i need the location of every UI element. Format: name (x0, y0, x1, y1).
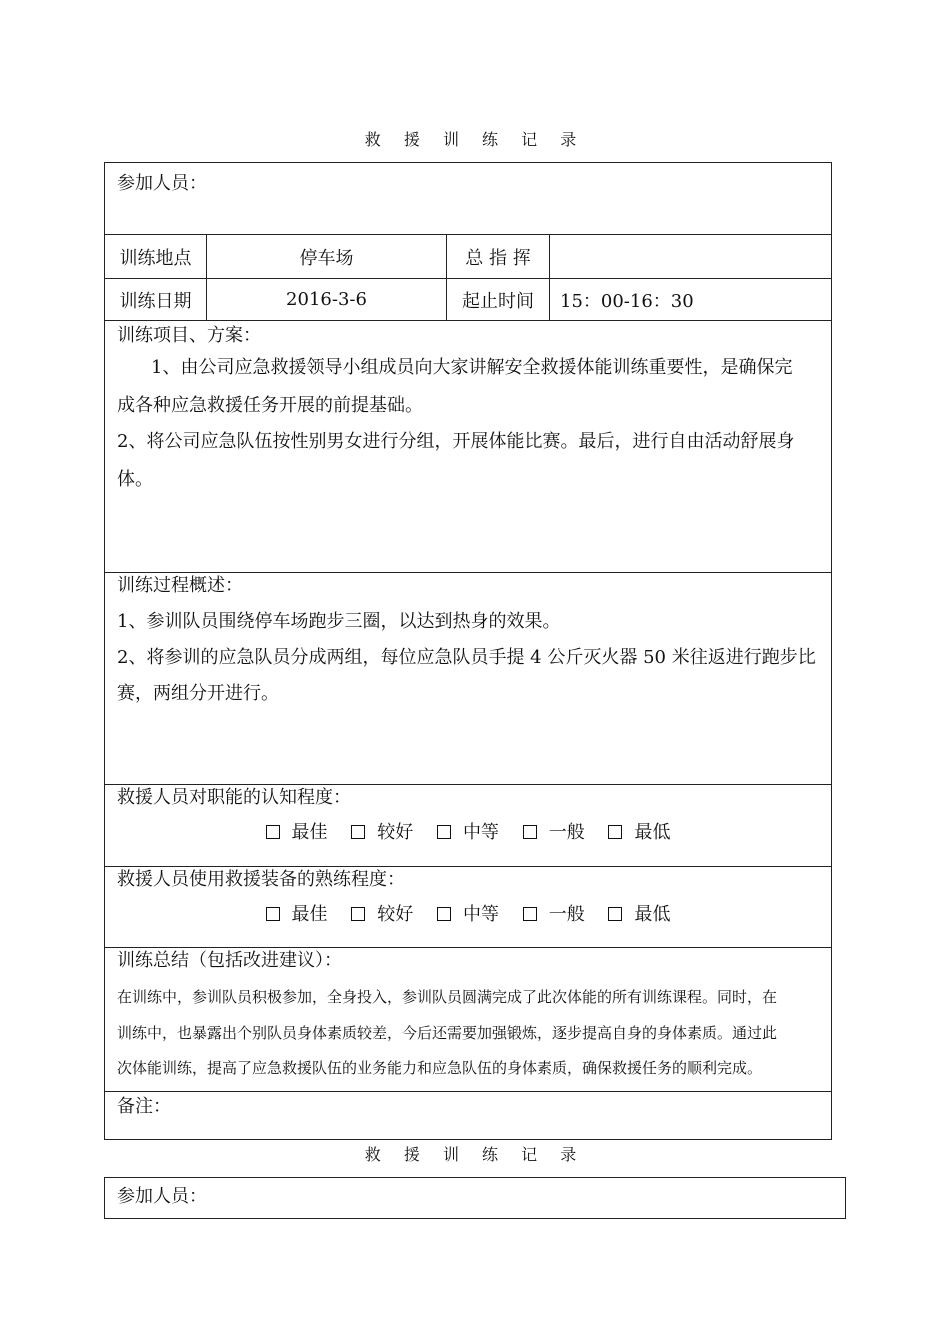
training-record-form (104, 162, 832, 1140)
checkbox-icon[interactable] (523, 825, 537, 839)
process-item-2-line-2: 赛，两组分开进行。 (117, 683, 279, 704)
proficiency-option[interactable]: 中等 (437, 900, 499, 926)
plan-item-1-line-2: 成各种应急救援任务开展的前提基础。 (117, 395, 423, 416)
remarks-label: 备注： (117, 1096, 171, 1117)
summary-line-2: 训练中，也暴露出个别队员身体素质较差，今后还需要加强锻炼，逐步提高自身的身体素质。通过此 (117, 1024, 778, 1042)
second-document-title: 救 援 训 练 记 录 (364, 1145, 586, 1164)
participants-label: 参加人员： (117, 173, 207, 194)
checkbox-icon[interactable] (351, 825, 365, 839)
remarks-section (105, 1092, 831, 1139)
cognition-option[interactable]: 一般 (523, 818, 585, 844)
process-item-2-line-1: 2、将参训的应急队员分成两组，每位应急队员手提 4 公斤灭火器 50 米往返进行跑步比 (117, 647, 816, 668)
date-label: 训练日期 (105, 279, 207, 320)
cognition-options (105, 818, 831, 844)
location-row (105, 235, 831, 279)
plan-heading: 训练项目、方案： (117, 325, 261, 346)
checkbox-icon[interactable] (523, 907, 537, 921)
proficiency-option[interactable]: 最低 (608, 900, 670, 926)
date-value: 2016-3-6 (207, 279, 447, 320)
summary-line-1: 在训练中，参训队员积极参加，全身投入，参训队员圆满完成了此次体能的所有训练课程。同时，在 (117, 988, 778, 1006)
proficiency-options (105, 900, 831, 926)
cognition-option[interactable]: 较好 (351, 818, 413, 844)
location-label: 训练地点 (105, 235, 207, 278)
second-participants-label: 参加人员： (117, 1186, 207, 1207)
plan-item-2-line-2: 体。 (117, 469, 153, 490)
checkbox-icon[interactable] (437, 907, 451, 921)
second-record-form (104, 1177, 846, 1219)
process-section (105, 573, 831, 785)
proficiency-option[interactable]: 最佳 (266, 900, 328, 926)
proficiency-option[interactable]: 一般 (523, 900, 585, 926)
time-label: 起止时间 (447, 279, 550, 320)
proficiency-heading: 救援人员使用救援装备的熟练程度： (117, 869, 405, 890)
checkbox-icon[interactable] (608, 825, 622, 839)
summary-heading: 训练总结（包括改进建议）： (117, 950, 342, 971)
cognition-option[interactable]: 中等 (437, 818, 499, 844)
location-value: 停车场 (207, 235, 447, 278)
document-title: 救 援 训 练 记 录 (364, 130, 586, 149)
commander-label: 总 指 挥 (447, 235, 550, 278)
proficiency-section (105, 867, 831, 948)
checkbox-icon[interactable] (266, 907, 280, 921)
cognition-heading: 救援人员对职能的认知程度： (117, 787, 351, 808)
summary-line-3: 次体能训练，提高了应急救援队伍的业务能力和应急队伍的身体素质，确保救援任务的顺利完成。 (117, 1059, 763, 1077)
commander-value (550, 235, 831, 278)
cognition-section (105, 785, 831, 867)
plan-item-2-line-1: 2、将公司应急队伍按性别男女进行分组，开展体能比赛。最后，进行自由活动舒展身 (117, 431, 795, 452)
participants-row (105, 163, 831, 235)
cognition-option[interactable]: 最佳 (266, 818, 328, 844)
checkbox-icon[interactable] (608, 907, 622, 921)
checkbox-icon[interactable] (351, 907, 365, 921)
plan-section (105, 321, 831, 573)
process-heading: 训练过程概述： (117, 575, 243, 596)
checkbox-icon[interactable] (437, 825, 451, 839)
time-value: 15：00-16：30 (560, 290, 694, 312)
process-item-1: 1、参训队员围绕停车场跑步三圈，以达到热身的效果。 (117, 611, 561, 632)
summary-section (105, 948, 831, 1092)
checkbox-icon[interactable] (266, 825, 280, 839)
date-row (105, 279, 831, 321)
plan-item-1-line-1: 1、由公司应急救援领导小组成员向大家讲解安全救援体能训练重要性，是确保完 (151, 357, 793, 378)
cognition-option[interactable]: 最低 (608, 818, 670, 844)
proficiency-option[interactable]: 较好 (351, 900, 413, 926)
